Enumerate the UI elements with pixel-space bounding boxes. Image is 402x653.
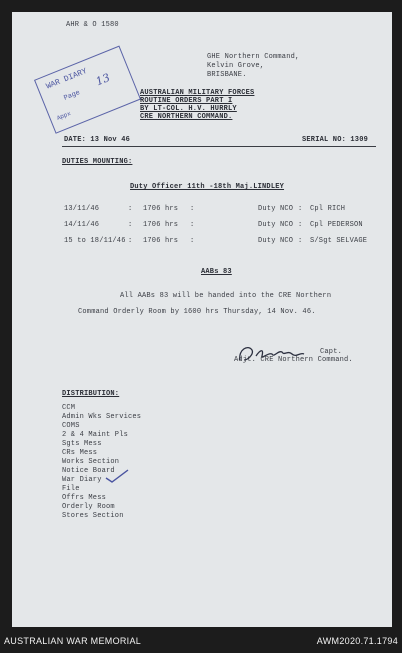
signatory-rank: Capt. [320,348,343,356]
serial-line: SERIAL NO: 1309 [302,136,369,144]
list-item: Orderly Room [62,503,115,511]
heading-line-4: CRE NORTHERN COMMAND. [140,113,233,121]
list-item: Admin Wks Services [62,413,142,421]
aabs-text-line-2: Command Orderly Room by 1600 hrs Thursday, 14 Nov. 46. [78,308,316,316]
stamp-page-number: 13 [93,71,112,89]
heading-line-2: ROUTINE ORDERS PART I [140,97,233,105]
aabs-text-line-1: All AABs 83 will be handed into the CRE Northern [120,292,332,300]
list-item: Notice Board [62,467,115,475]
aabs-heading: AABs 83 [201,268,232,276]
checkmark-icon [104,468,130,484]
list-item: CRs Mess [62,449,98,457]
list-item: COMS [62,422,80,430]
list-item: War Diary [62,476,102,484]
duties-heading: DUTIES MOUNTING: [62,158,133,166]
date-line: DATE: 13 Nov 46 [64,136,131,144]
stamp-page-label: Page [62,89,82,103]
heading-line-1: AUSTRALIAN MILITARY FORCES [140,89,255,97]
list-item: 2 & 4 Maint Pls [62,431,129,439]
list-item: CCM [62,404,76,412]
heading-line-3: BY LT-COL. H.V. HURRLY [140,105,237,113]
address-line-1: GHE Northern Command, [207,53,300,61]
header-rule [62,146,376,147]
distribution-heading: DISTRIBUTION: [62,390,120,398]
duty-officer: Duty Officer 11th -18th Maj.LINDLEY [130,183,285,191]
list-item: Sgts Mess [62,440,102,448]
war-diary-stamp [34,46,141,134]
list-item: Stores Section [62,512,124,520]
address-line-2: Kelvin Grove, [207,62,265,70]
file-reference: AHR & O 1580 [66,21,119,29]
footer-accession-number: AWM2020.71.1794 [316,636,398,646]
list-item: Works Section [62,458,120,466]
document-page: AHR & O 1580 GHE Northern Command, Kelvin Grove, BRISBANE. WAR DIARY Page 13 Appx AUSTRALIAN MILITARY FORCES ROUTINE ORDERS PART I BY LT-COL. H.V. HURRLY CRE NORTHERN COMMAND. DATE: 13 Nov 46 SERIAL NO: 1309 DUTIES MOUNTING: Duty Officer 11th -18th Maj.LINDLEY 13/11/46 : 1706 hrs : Duty NCO : Cpl RICH 14/11/46 : 1706 hrs : Duty NCO : Cpl PEDERSON 15 to 18/11/46 : 1706 hrs : Duty NCO : S/Sgt SELVAGE AABs 83 All AABs 83 will be handed into the CRE Northern Command Orderly Room by 1600 hrs Thursday, 14 Nov. 46. Capt. Adjt. CRE Northern Command. DISTRIBUTION: CCM Admin Wks Services COMS 2 & 4 Maint Pls Sgts Mess CRs Mess Works Section Notice Board War Diary File Offrs Mess Orderly Room Stores Section [12,12,392,627]
stamp-title: WAR DIARY [44,66,89,92]
list-item: Offrs Mess [62,494,107,502]
footer-institution: AUSTRALIAN WAR MEMORIAL [4,636,142,646]
address-line-3: BRISBANE. [207,71,247,79]
stamp-appx-label: Appx [55,109,72,122]
list-item: File [62,485,80,493]
signatory-title: Adjt. CRE Northern Command. [234,356,353,364]
